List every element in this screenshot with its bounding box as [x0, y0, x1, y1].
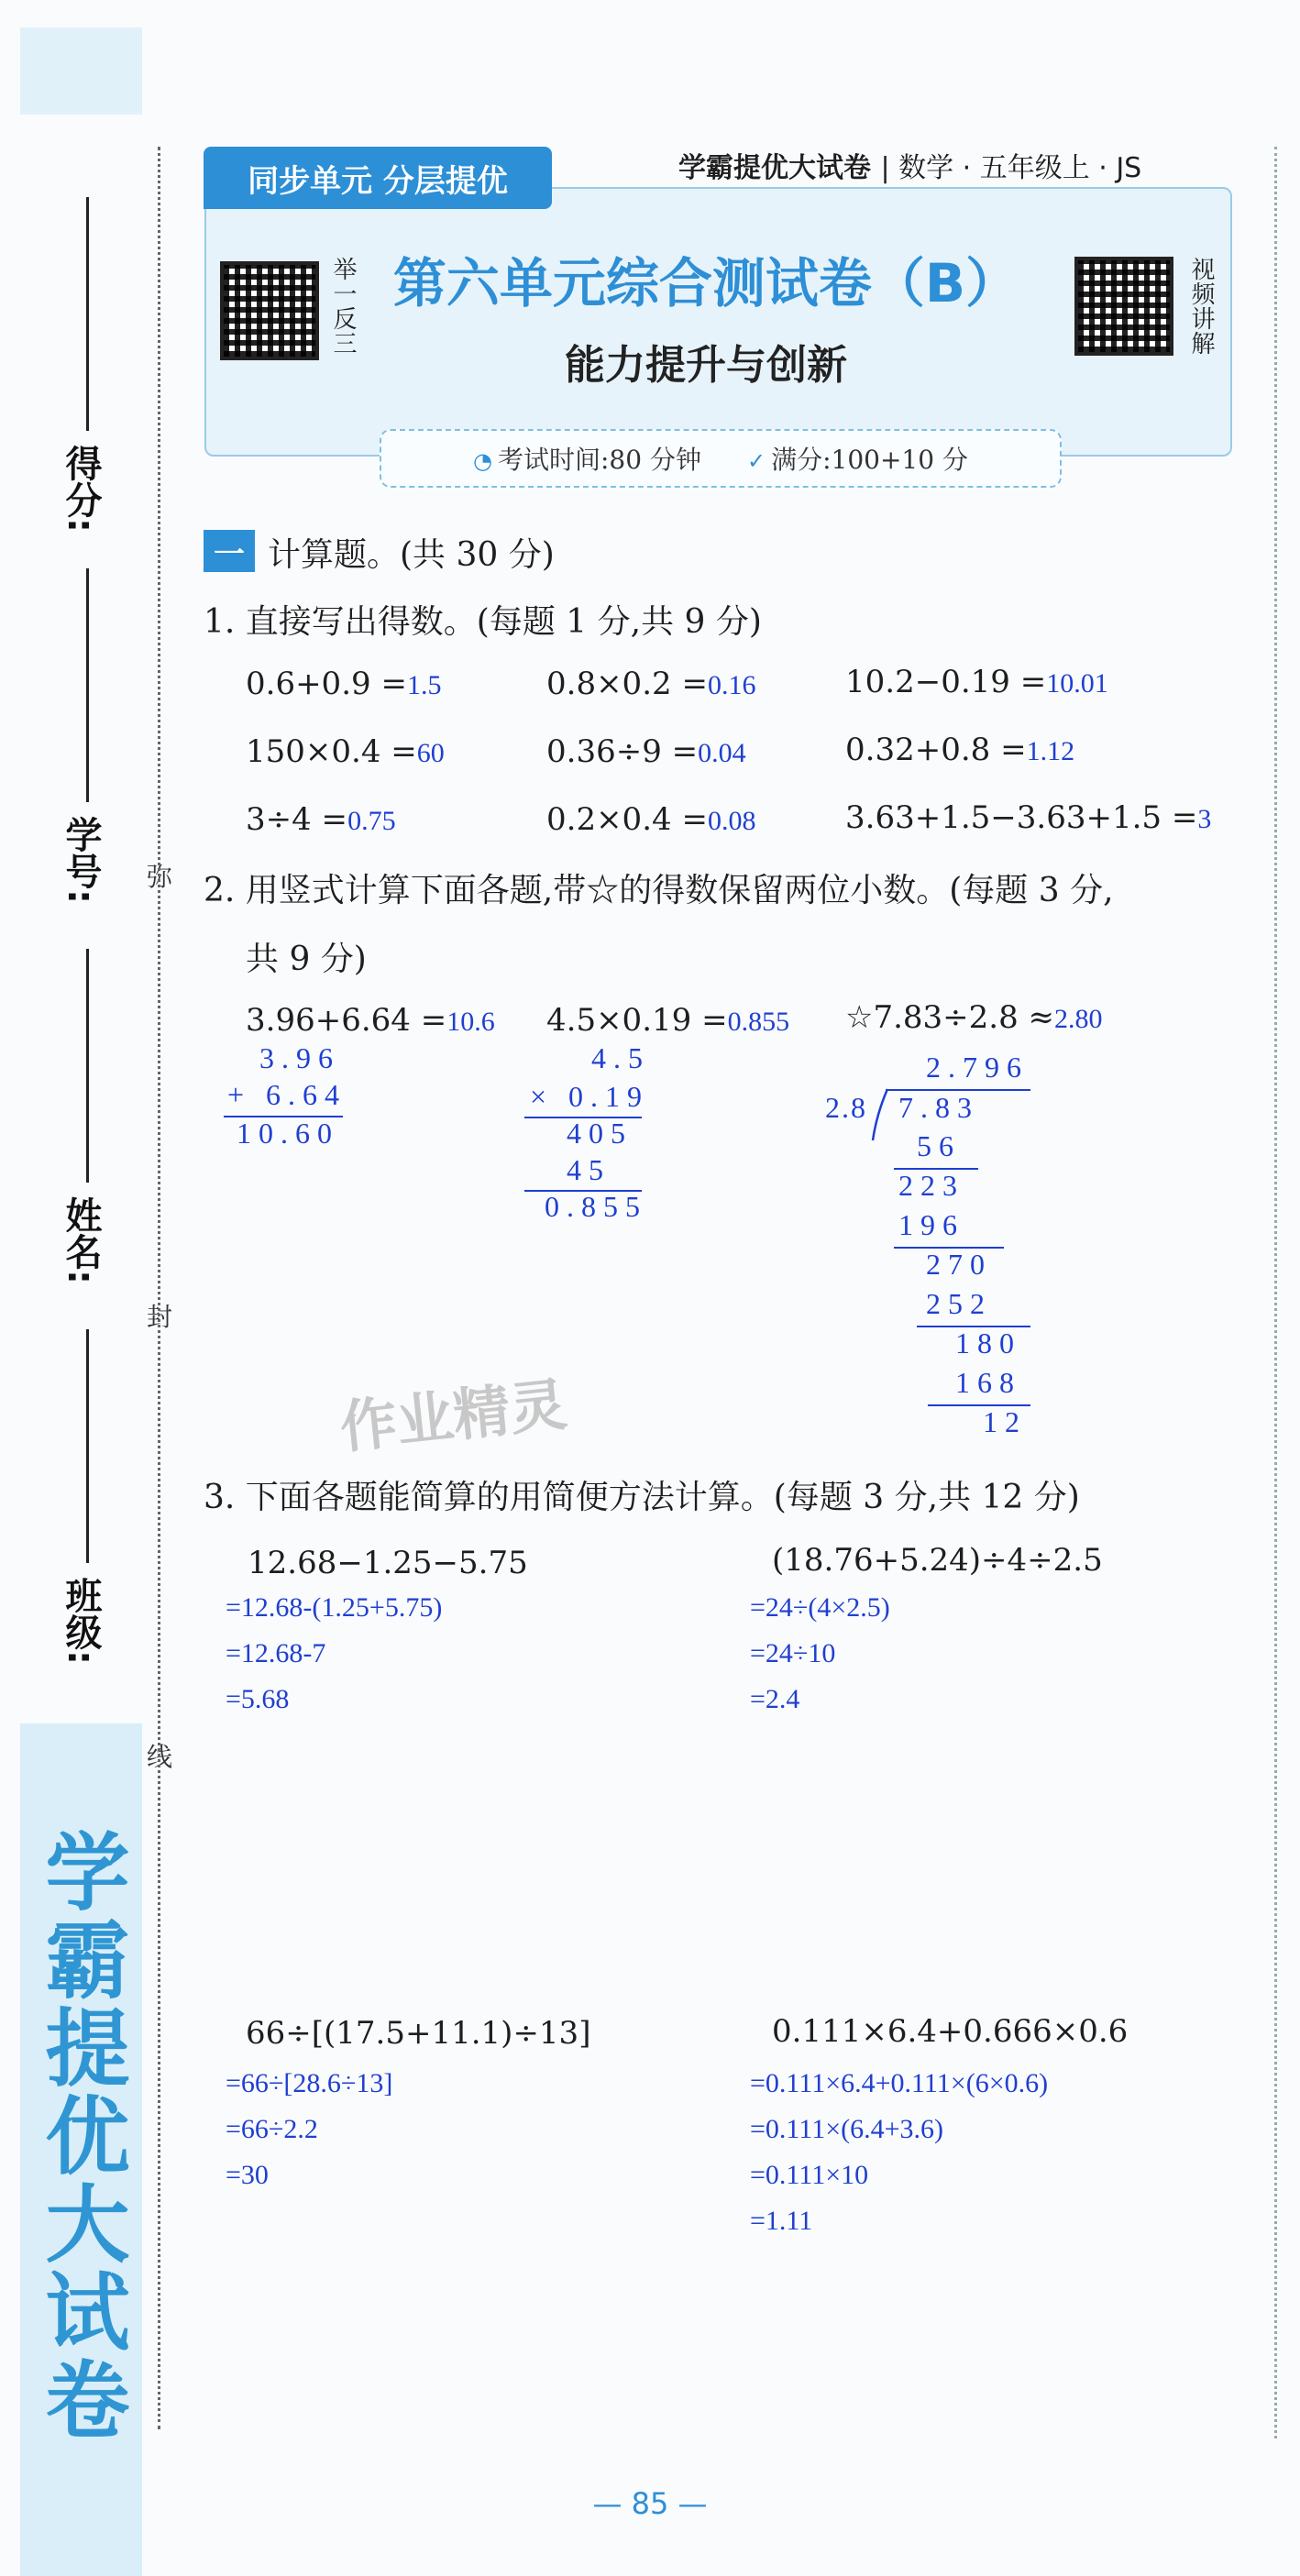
q2c-step-7: 168	[955, 1366, 1021, 1399]
q2c-step-6: 180	[955, 1327, 1021, 1360]
q1-answer-7: 0.75	[347, 806, 396, 836]
section-number: 一	[204, 530, 255, 572]
q3b-step-3: =2.4	[750, 1684, 800, 1714]
q3a-expr: 12.68−1.25−5.75	[248, 1545, 528, 1581]
q3d-expr: 0.111×6.4+0.666×0.6	[772, 2013, 1129, 2050]
q2c-quotient: 2.796	[926, 1051, 1029, 1084]
time-text: 考试时间:80 分钟	[498, 445, 701, 475]
q3b-step-1: =24÷(4×2.5)	[750, 1592, 890, 1623]
q3c-step-2: =66÷2.2	[226, 2114, 318, 2144]
seal-char-3: 线	[147, 1742, 173, 1772]
qr-code-right-icon[interactable]	[1074, 257, 1173, 356]
q2a-answer: 10.6	[446, 1007, 495, 1037]
q1-answer-4: 60	[416, 738, 445, 768]
right-dashed-line	[1274, 147, 1277, 2438]
q3c-step-3: =30	[226, 2160, 269, 2190]
unit-tag: 同步单元 分层提优	[204, 147, 552, 209]
score-info	[747, 440, 968, 477]
q2c-step-2: 223	[898, 1169, 964, 1202]
q1-item-8: 0.2×0.4 =0.08	[546, 801, 756, 838]
q2c-divisor: 2.8	[825, 1091, 867, 1124]
q3a-step-1: =12.68-(1.25+5.75)	[226, 1592, 443, 1623]
q2c-answer: 2.80	[1054, 1004, 1103, 1034]
class-label: 班级:	[60, 1577, 102, 1665]
seal-dashed-line	[158, 147, 160, 2429]
q3c-expr: 66÷[(17.5+11.1)÷13]	[246, 2015, 591, 2052]
right-qr-note: 视频讲解	[1187, 257, 1215, 356]
score-label: 得分:	[60, 445, 102, 533]
q2c-bracket	[871, 1087, 893, 1142]
page-number: — 85 —	[592, 2486, 708, 2521]
left-qr-note: 举一反三	[329, 257, 357, 356]
check-icon: ✓	[746, 448, 766, 474]
q2b-answer: 0.855	[727, 1007, 790, 1037]
q1-item-7: 3÷4 =0.75	[246, 801, 396, 838]
exam-info	[380, 429, 1062, 488]
id-line	[86, 568, 89, 802]
series-title: 学霸提优大试卷 | 数学 · 五年级上 · JS	[678, 152, 1142, 184]
id-label: 学号:	[60, 816, 102, 904]
q2c-step-3: 196	[898, 1208, 964, 1241]
q3d-step-4: =1.11	[750, 2206, 813, 2236]
q3b-expr: (18.76+5.24)÷4÷2.5	[772, 1542, 1103, 1579]
q3d-step-1: =0.111×6.4+0.111×(6×0.6)	[750, 2068, 1049, 2098]
q2a-row3: 10.60	[237, 1117, 339, 1150]
page-title: 第六单元综合测试卷（B）	[392, 252, 1019, 314]
name-line	[86, 949, 89, 1183]
seal-char-1: 弥	[147, 862, 173, 892]
seal-char-2: 封	[147, 1302, 173, 1332]
series-meta: 数学 · 五年级上 · JS	[898, 152, 1142, 184]
q3d-step-3: =0.111×10	[750, 2160, 869, 2190]
q2a-expr: 3.96+6.64 =10.6	[246, 1002, 495, 1039]
q2c-expr: ☆7.83÷2.8 ≈2.80	[845, 999, 1103, 1036]
q1-answer-9: 3	[1197, 804, 1212, 834]
q1-answer-8: 0.08	[707, 806, 756, 836]
q1-title: 1. 直接写出得数。(每题 1 分,共 9 分)	[204, 603, 762, 641]
q3a-step-2: =12.68-7	[226, 1638, 326, 1668]
q1-item-3: 10.2−0.19 =10.01	[845, 664, 1108, 700]
class-line	[86, 1329, 89, 1563]
q1-item-1: 0.6+0.9 =1.5	[246, 666, 442, 702]
q3c-step-1: =66÷[28.6÷13]	[226, 2068, 393, 2098]
q2b-row4: 45	[567, 1153, 611, 1186]
time-info	[473, 440, 701, 477]
left-top-strip	[20, 28, 142, 115]
series-name: 学霸提优大试卷	[678, 152, 871, 184]
clock-icon: ◔	[473, 448, 492, 474]
q1-item-6: 0.32+0.8 =1.12	[845, 732, 1075, 768]
q1-answer-6: 1.12	[1026, 736, 1075, 766]
q1-item-9: 3.63+1.5−3.63+1.5 =3	[845, 799, 1212, 836]
q2a-row1: 3.96	[259, 1041, 340, 1074]
q2b-expr: 4.5×0.19 =0.855	[546, 1002, 790, 1039]
watermark: 作业精灵	[336, 1371, 570, 1461]
q1-item-4: 150×0.4 =60	[246, 733, 445, 770]
q3d-step-2: =0.111×(6.4+3.6)	[750, 2114, 944, 2144]
q1-answer-1: 1.5	[406, 670, 442, 700]
q2c-step-5: 252	[926, 1287, 992, 1320]
q2b-row2: × 0.19	[530, 1080, 650, 1113]
section-title: 计算题。(共 30 分)	[268, 536, 555, 574]
page-subtitle: 能力提升与创新	[565, 342, 847, 389]
name-label: 姓名:	[60, 1196, 102, 1284]
q3-title: 3. 下面各题能简算的用简便方法计算。(每题 3 分,共 12 分)	[204, 1479, 1080, 1516]
score-line	[86, 197, 89, 431]
score-text: 满分:100+10 分	[771, 445, 968, 475]
q1-answer-5: 0.04	[698, 738, 746, 768]
q2-title-line1: 2. 用竖式计算下面各题,带☆的得数保留两位小数。(每题 3 分,	[204, 872, 1114, 909]
brand-vertical	[20, 1733, 142, 2539]
q1-answer-3: 10.01	[1046, 668, 1108, 699]
q1-item-2: 0.8×0.2 =0.16	[546, 666, 756, 702]
q2-title-line2: 共 9 分)	[246, 941, 367, 978]
q3a-step-3: =5.68	[226, 1684, 290, 1714]
qr-code-left-icon[interactable]	[220, 261, 319, 360]
brand-text: 学霸提优大试卷	[31, 1828, 131, 2444]
q2c-step-4: 270	[926, 1248, 992, 1281]
q2c-step-1: 56	[917, 1129, 961, 1162]
q1-answer-2: 0.16	[707, 670, 756, 700]
q2b-row1: 4.5	[591, 1041, 650, 1074]
q2c-step-8: 12	[983, 1405, 1027, 1438]
q1-item-5: 0.36÷9 =0.04	[546, 733, 746, 770]
q2b-row5: 0.855	[545, 1190, 647, 1223]
q3b-step-2: =24÷10	[750, 1638, 836, 1668]
q2c-dividend: 7.83	[898, 1091, 979, 1124]
q2a-row2: + 6.64	[227, 1078, 347, 1111]
q2b-row3: 405	[567, 1117, 633, 1150]
